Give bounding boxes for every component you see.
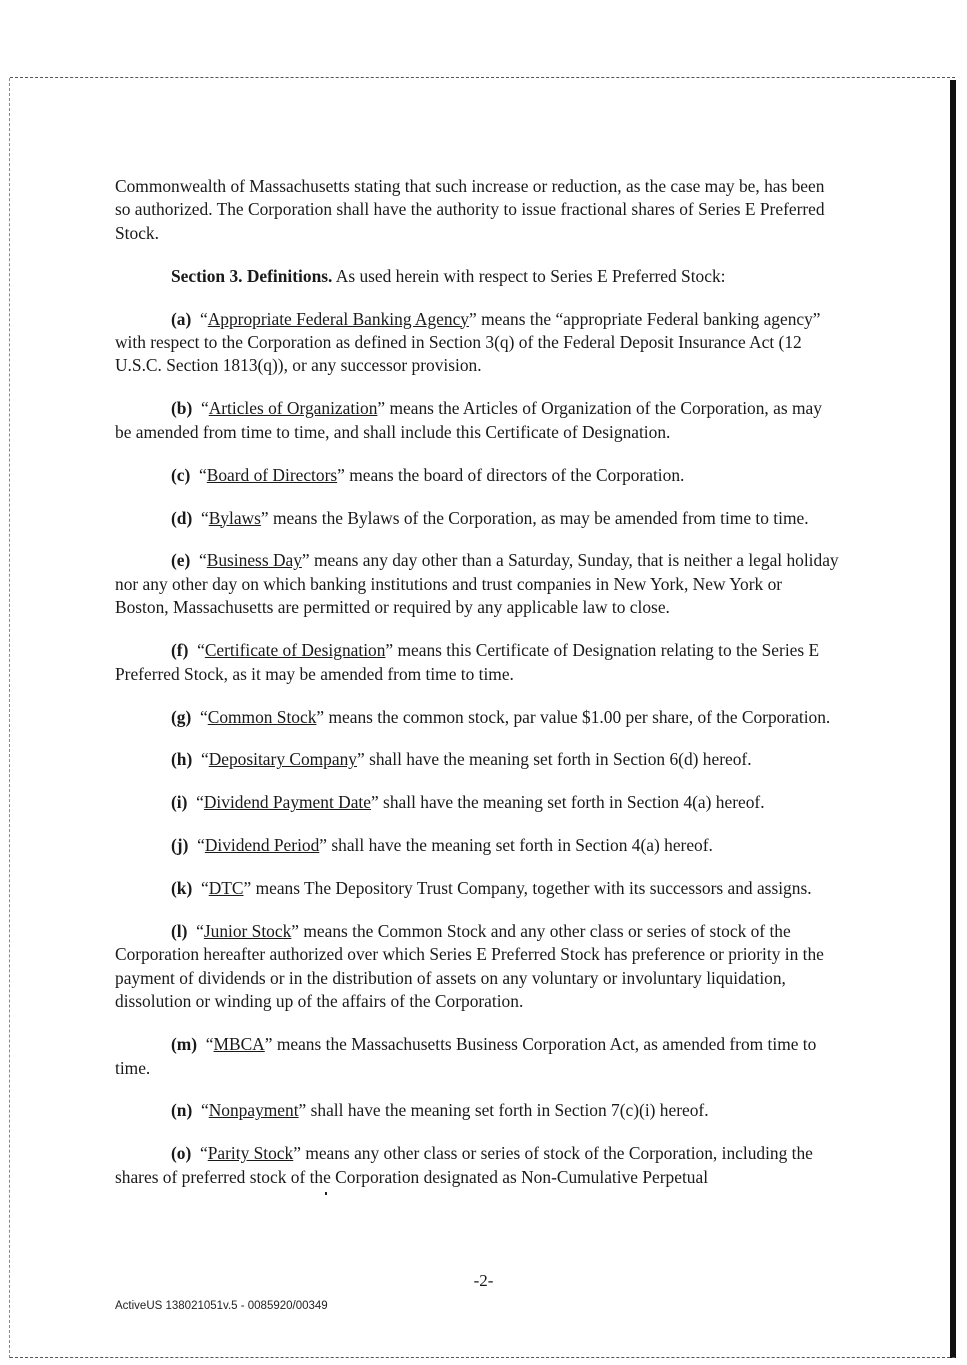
- quote-open: “: [200, 398, 209, 419]
- quote-close: ”: [298, 1100, 307, 1121]
- definition-item: [115, 1099, 840, 1122]
- quote-open: “: [200, 878, 209, 899]
- definition-label: (b): [171, 398, 193, 419]
- quote-open: “: [199, 706, 208, 727]
- definition-label: (d): [171, 507, 193, 528]
- definition-label: (l): [171, 921, 188, 942]
- definition-label: (m): [171, 1034, 198, 1055]
- definition-label: (j): [171, 835, 189, 856]
- definition-item: [115, 397, 840, 444]
- defined-term: Junior Stock: [203, 921, 292, 942]
- bottom-border-rule: [10, 1357, 955, 1358]
- defined-term: Dividend Period: [204, 835, 320, 856]
- top-border-rule: [10, 77, 955, 78]
- defined-term: Certificate of Designation: [204, 640, 386, 661]
- defined-term: Common Stock: [207, 706, 317, 727]
- definition-item: [115, 1033, 840, 1080]
- definition-label: (a): [171, 308, 192, 329]
- quote-close: ”: [260, 507, 269, 528]
- quote-close: ”: [319, 835, 328, 856]
- defined-term: Bylaws: [208, 507, 261, 528]
- quote-open: “: [199, 1143, 208, 1164]
- definition-item: [115, 791, 840, 814]
- quote-close: ”: [264, 1034, 273, 1055]
- right-scan-edge: [950, 80, 956, 1358]
- page-number: -2-: [473, 1271, 494, 1290]
- section-heading: [115, 265, 840, 288]
- defined-term: Board of Directors: [206, 464, 338, 485]
- quote-open: “: [197, 835, 205, 856]
- definition-label: (k): [171, 878, 193, 899]
- definition-item: [115, 549, 840, 619]
- quote-open: “: [200, 1100, 209, 1121]
- definition-label: (g): [171, 706, 192, 727]
- definition-item: [115, 639, 840, 686]
- definition-label: (n): [171, 1100, 193, 1121]
- quote-open: “: [199, 464, 207, 485]
- left-border-rule: [9, 78, 10, 1358]
- definition-item: [115, 1142, 840, 1189]
- defined-term: Dividend Payment Date: [203, 792, 371, 813]
- defined-term: Articles of Organization: [208, 398, 378, 419]
- definition-label: (i): [171, 792, 188, 813]
- definition-text: shall have the meaning set forth in Section 4(a) hereof.: [378, 792, 765, 813]
- quote-close: ”: [385, 640, 394, 661]
- quote-close: ”: [243, 878, 252, 899]
- quote-open: “: [200, 749, 209, 770]
- quote-close: ”: [337, 464, 345, 485]
- document-id: ActiveUS 138021051v.5 - 0085920/00349: [115, 1300, 328, 1312]
- quote-open: “: [199, 308, 208, 329]
- defined-term: Business Day: [206, 550, 302, 571]
- definition-item: [115, 877, 840, 900]
- definition-item: [115, 308, 840, 378]
- definition-item: [115, 748, 840, 771]
- definition-text: means The Depository Trust Company, together with its successors and assigns.: [251, 878, 812, 899]
- definition-text: shall have the meaning set forth in Section 4(a) hereof.: [327, 835, 713, 856]
- section-lead: As used herein with respect to Series E Preferred Stock:: [335, 265, 726, 286]
- quote-open: “: [205, 1034, 214, 1055]
- definition-item: [115, 706, 840, 729]
- definition-text: shall have the meaning set forth in Section 7(c)(i) hereof.: [306, 1100, 709, 1121]
- section-title: Definitions.: [246, 265, 333, 286]
- definition-item: [115, 507, 840, 530]
- quote-close: ”: [316, 706, 325, 727]
- section-number: Section 3.: [171, 265, 243, 286]
- definition-item: [115, 834, 840, 857]
- definition-text: means the Common Stock and any other class or series of stock of the Corporation hereafter authorized over which Series E Preferred Stock has preference or priority in the payment of dividends or in the distribution of assets on any voluntary or involuntary liquidation, dissolution or winding up of the affairs of the Corporation.: [115, 921, 824, 1012]
- definition-text: means the Massachusetts Business Corporation Act, as amended from time to time.: [115, 1034, 817, 1078]
- definition-label: (h): [171, 749, 193, 770]
- defined-term: Nonpayment: [208, 1100, 299, 1121]
- intro-paragraph: Commonwealth of Massachusetts stating that such increase or reduction, as the case may be, has been so authorized. The Corporation shall have the authority to issue fractional shares of Series E Preferred Stock.: [115, 176, 825, 243]
- definition-text: means the common stock, par value $1.00 per share, of the Corporation.: [324, 706, 831, 727]
- quote-close: ”: [377, 398, 386, 419]
- quote-close: ”: [291, 921, 300, 942]
- quote-close: ”: [469, 308, 477, 329]
- definition-label: (c): [171, 464, 191, 485]
- definition-text: means the Bylaws of the Corporation, as may be amended from time to time.: [268, 507, 809, 528]
- defined-term: Appropriate Federal Banking Agency: [207, 308, 469, 329]
- definition-text: means the “appropriate Federal banking agency” with respect to the Corporation as defined in Section 3(q) of the Federal Deposit Insurance Act (12 U.S.C. Section 1813(q)), or any successor provision.: [115, 308, 821, 376]
- quote-open: “: [197, 640, 205, 661]
- scan-speck: [325, 1192, 327, 1195]
- definition-text: means any other class or series of stock of the Corporation, including the shares of preferred stock of the Corporation designated as Non-Cumulative Perpetual: [115, 1143, 813, 1187]
- defined-term: DTC: [208, 878, 244, 899]
- definition-label: (o): [171, 1143, 192, 1164]
- definition-item: [115, 464, 840, 487]
- definition-text: means the Articles of Organization of the Corporation, as may be amended from time to time, and shall include this Certificate of Designation.: [115, 398, 822, 442]
- quote-close: ”: [356, 749, 365, 770]
- defined-term: Parity Stock: [207, 1143, 294, 1164]
- definition-label: (f): [171, 640, 189, 661]
- definition-text: means any day other than a Saturday, Sunday, that is neither a legal holiday nor any other day on which banking institutions and trust companies in New York, New York or Boston, Massachusetts are permitted or required by any applicable law to close.: [115, 550, 839, 618]
- quote-close: ”: [293, 1143, 301, 1164]
- definition-label: (e): [171, 550, 191, 571]
- quote-open: “: [196, 921, 204, 942]
- defined-term: Depositary Company: [208, 749, 357, 770]
- quote-open: “: [196, 792, 204, 813]
- definition-text: means the board of directors of the Corporation.: [344, 464, 685, 485]
- defined-term: MBCA: [213, 1034, 265, 1055]
- definition-item: [115, 920, 840, 1014]
- quote-close: ”: [370, 792, 379, 813]
- quote-open: “: [200, 507, 209, 528]
- document-body: [115, 175, 840, 1189]
- quote-open: “: [199, 550, 207, 571]
- definition-text: means this Certificate of Designation relating to the Series E Preferred Stock, as it may be amended from time to time.: [115, 640, 820, 684]
- definition-text: shall have the meaning set forth in Section 6(d) hereof.: [364, 749, 752, 770]
- quote-close: ”: [301, 550, 310, 571]
